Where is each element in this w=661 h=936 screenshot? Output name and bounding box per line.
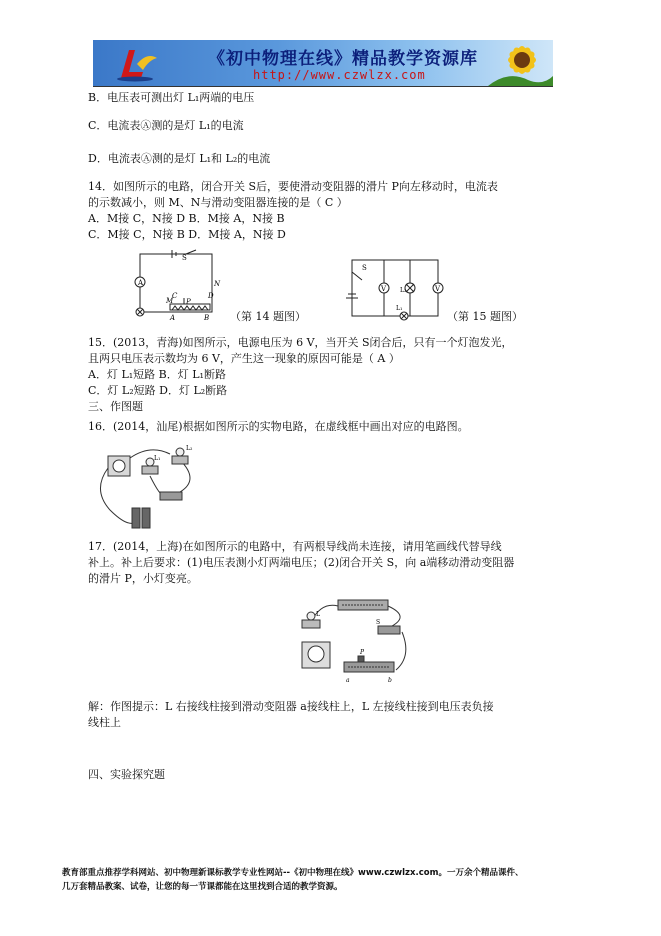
- fig14-b-label: B: [204, 314, 210, 322]
- fig17-a-label: a: [346, 677, 350, 684]
- footer-line-2: 几万套精品教案、试卷，让您的每一节课都能在这里找到合适的教学资源。: [62, 882, 343, 892]
- q15-options-2: C．灯 L₂短路 D．灯 L₂断路: [88, 384, 228, 397]
- fig15-switch-label: S: [362, 264, 367, 272]
- q14-stem-1: 14．如图所示的电路，闭合开关 S后，要使滑动变阻器的滑片 P向左移动时，电流表: [88, 180, 498, 193]
- fig17-p-label: P: [360, 649, 365, 656]
- figure-15-caption: （第 15 题图）: [447, 310, 523, 323]
- q17-stem-2: 补上。补上后要求：(1)电压表测小灯两端电压；(2)闭合开关 S，向 a端移动滑动变阻器: [88, 556, 515, 569]
- figure-15-circuit: [344, 254, 444, 322]
- q15-stem-2: 且两只电压表示数均为 6 V，产生这一现象的原因可能是（ A ）: [88, 352, 400, 365]
- fig17-b-label: b: [388, 677, 392, 684]
- q14-options-1: A．M接 C，N接 D B．M接 A，N接 B: [88, 212, 285, 225]
- q14-stem-2: 的示数减小，则 M、N与滑动变阻器连接的是（ C ）: [88, 196, 348, 209]
- fig14-d-label: D: [208, 292, 214, 300]
- fig14-ammeter-label: A: [138, 279, 144, 287]
- fig17-l-label: L: [316, 611, 320, 618]
- section-3-heading: 三、作图题: [88, 400, 143, 413]
- fig15-voltmeter-2-label: V: [435, 285, 441, 293]
- logo-icon: [113, 44, 159, 82]
- fig16-l2-label: L₂: [186, 445, 193, 452]
- figure-14-circuit: [132, 248, 232, 326]
- q13-option-d: D．电流表Ⓐ测的是灯 L₁和 L₂的电流: [88, 152, 271, 165]
- sunflower-icon: [488, 40, 553, 86]
- q13-option-c: C．电流表Ⓐ测的是灯 L₁的电流: [88, 119, 244, 132]
- q15-stem-1: 15．(2013，青海)如图所示，电源电压为 6 V，当开关 S闭合后，只有一个灯泡发光，: [88, 336, 513, 349]
- q16-stem: 16．(2014，汕尾)根据如图所示的实物电路，在虚线框中画出对应的电路图。: [88, 420, 469, 433]
- figure-17-real-circuit: [292, 596, 414, 692]
- fig14-m-label: M: [166, 297, 174, 305]
- banner-title: 《初中物理在线》精品教学资源库: [208, 49, 478, 69]
- q13-option-b: B．电压表可测出灯 L₁两端的电压: [88, 91, 255, 104]
- fig15-voltmeter-1-label: V: [381, 285, 387, 293]
- banner-url: http://www.czwlzx.com: [253, 68, 426, 82]
- q15-options-1: A．灯 L₁短路 B．灯 L₁断路: [88, 368, 226, 381]
- figure-14-caption: （第 14 题图）: [230, 310, 306, 323]
- fig15-l1-label: L₁: [396, 305, 403, 312]
- header-rule: [93, 86, 553, 87]
- q17-stem-3: 的滑片 P，小灯变亮。: [88, 572, 198, 585]
- q14-options-2: C．M接 C，N接 B D．M接 A，N接 D: [88, 228, 286, 241]
- q17-answer-1: 解：作图提示：L 右接线柱接到滑动变阻器 a接线柱上，L 左接线柱接到电压表负接: [88, 700, 494, 713]
- section-4-heading: 四、实验探究题: [88, 768, 165, 781]
- fig14-c-label: C: [172, 292, 178, 300]
- header-banner: [93, 40, 553, 86]
- fig14-switch-label: S: [182, 254, 187, 262]
- footer-line-1: 教育部重点推荐学科网站、初中物理新课标教学专业性网站--《初中物理在线》www.czwlzx.com。一万余个精品课件、: [62, 868, 524, 878]
- fig14-p-label: P: [186, 298, 191, 306]
- q17-answer-2: 线柱上: [88, 716, 121, 729]
- fig16-l1-label: L₁: [154, 455, 161, 462]
- q17-stem-1: 17．(2014，上海)在如图所示的电路中，有两根导线尚未连接，请用笔画线代替导线: [88, 540, 502, 553]
- figure-16-real-circuit: [90, 440, 210, 532]
- fig15-l2-label: L₂: [400, 287, 407, 294]
- fig17-s-label: S: [376, 619, 381, 626]
- fig14-a-label: A: [170, 314, 176, 322]
- fig14-n-label: N: [214, 280, 221, 288]
